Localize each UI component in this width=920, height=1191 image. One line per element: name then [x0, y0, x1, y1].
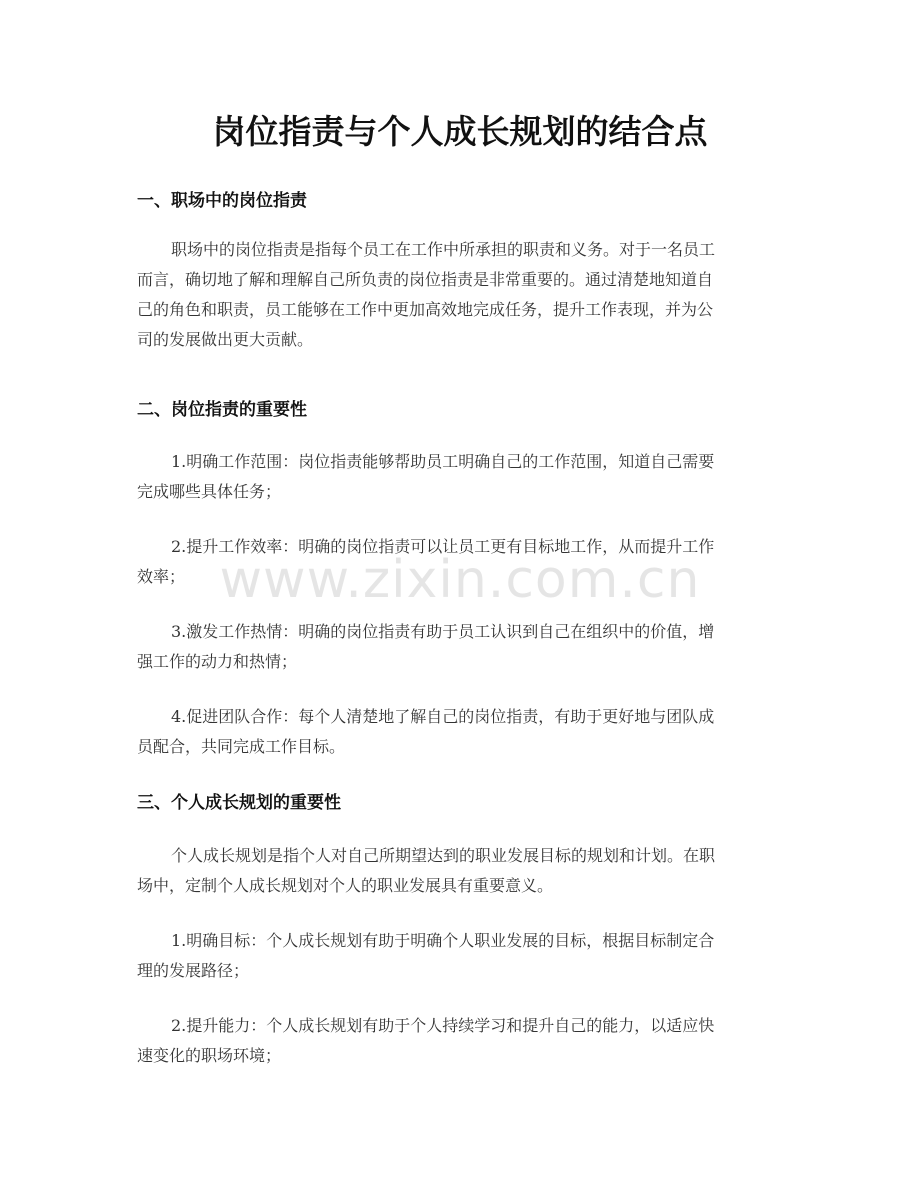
paragraph-line: 司的发展做出更大贡献。: [137, 330, 314, 349]
section-2-item-3: [137, 617, 783, 677]
section-2-item-4: [137, 702, 783, 762]
paragraph-line: 3.激发工作热情：明确的岗位指责有助于员工认识到自己在组织中的价值，增: [171, 622, 715, 641]
paragraph-line: 职场中的岗位指责是指每个员工在工作中所承担的职责和义务。对于一名员工: [171, 240, 716, 259]
watermark-text: www.zixin.com.cn: [219, 550, 701, 610]
paragraph-line: 2.提升工作效率：明确的岗位指责可以让员工更有目标地工作，从而提升工作: [171, 537, 715, 556]
section-1-paragraph-1: [137, 235, 783, 355]
paragraph-line: 己的角色和职责，员工能够在工作中更加高效地完成任务，提升工作表现，并为公: [137, 300, 714, 319]
paragraph-line: 理的发展路径；: [137, 961, 250, 980]
section-3-item-1: [137, 926, 783, 986]
section-heading-1: 一、职场中的岗位指责: [137, 191, 307, 211]
paragraph-line: 效率；: [137, 567, 186, 586]
section-heading-2: 二、岗位指责的重要性: [137, 400, 307, 420]
section-3-item-2: [137, 1011, 783, 1071]
paragraph-line: 而言，确切地了解和理解自己所负责的岗位指责是非常重要的。通过清楚地知道自: [137, 270, 714, 289]
section-2-item-2: [137, 532, 783, 592]
section-2-item-1: [137, 447, 783, 507]
section-3-paragraph-1: [137, 841, 783, 901]
paragraph-line: 个人成长规划是指个人对自己所期望达到的职业发展目标的规划和计划。在职: [171, 846, 716, 865]
paragraph-line: 场中，定制个人成长规划对个人的职业发展具有重要意义。: [137, 876, 554, 895]
paragraph-line: 2.提升能力：个人成长规划有助于个人持续学习和提升自己的能力，以适应快: [171, 1016, 715, 1035]
paragraph-line: 4.促进团队合作：每个人清楚地了解自己的岗位指责，有助于更好地与团队成: [171, 707, 715, 726]
paragraph-line: 速变化的职场环境；: [137, 1046, 282, 1065]
section-heading-3: 三、个人成长规划的重要性: [137, 793, 341, 813]
paragraph-line: 员配合，共同完成工作目标。: [137, 737, 346, 756]
document-title: 岗位指责与个人成长规划的结合点: [212, 112, 708, 151]
paragraph-line: 强工作的动力和热情；: [137, 652, 298, 671]
paragraph-line: 完成哪些具体任务；: [137, 482, 282, 501]
paragraph-line: 1.明确目标：个人成长规划有助于明确个人职业发展的目标，根据目标制定合: [171, 931, 715, 950]
paragraph-line: 1.明确工作范围：岗位指责能够帮助员工明确自己的工作范围，知道自己需要: [171, 452, 715, 471]
